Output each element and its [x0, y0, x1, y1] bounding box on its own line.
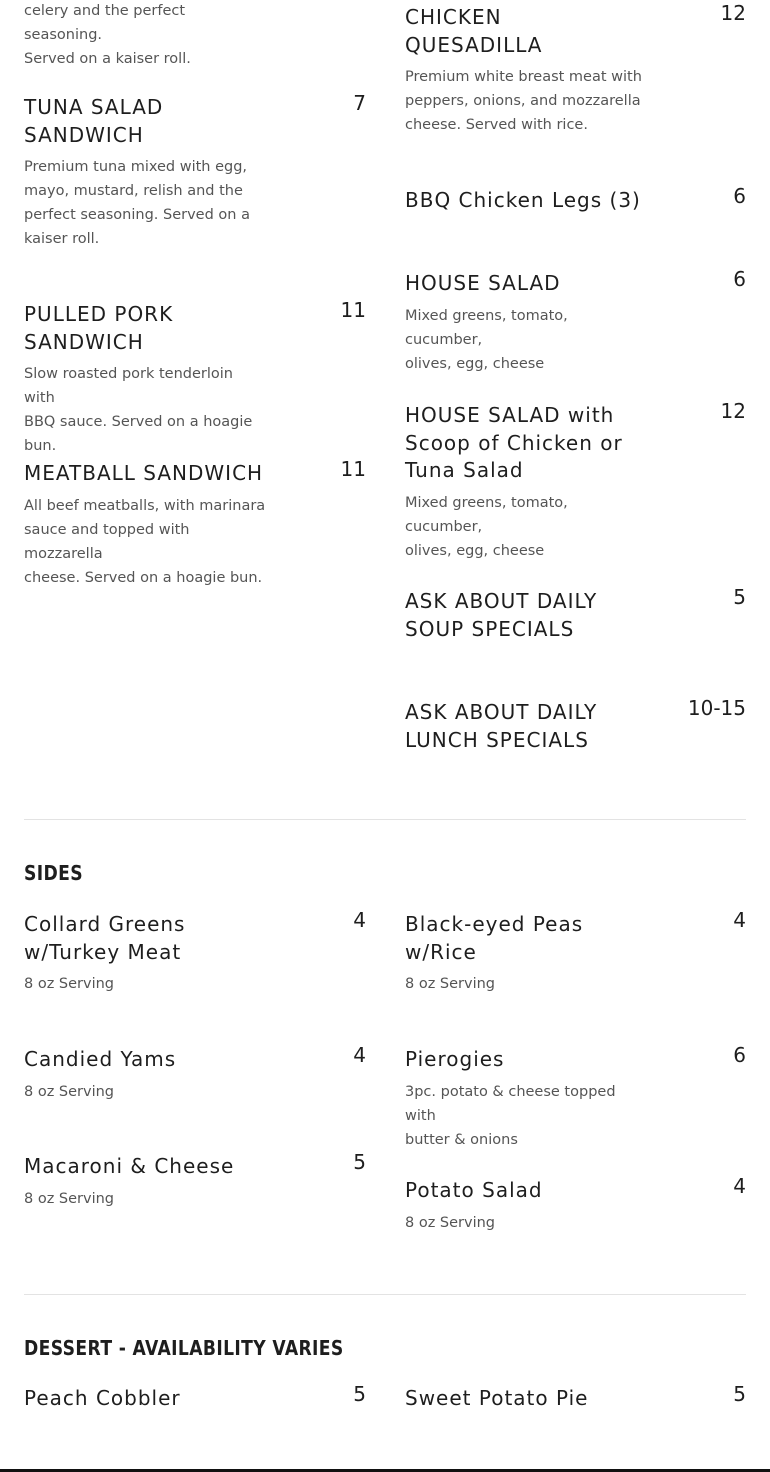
menu-item-chicken-quesadilla	[405, 1, 746, 137]
section-title-sides: SIDES	[24, 861, 83, 885]
menu-item-description: 3pc. potato & cheese topped with butter & onions	[405, 1083, 616, 1148]
menu-item-name: Collard Greens w/Turkey Meat	[24, 912, 186, 964]
menu-item-description: Premium tuna mixed with egg, mayo, mustard, relish and the perfect seasoning. Served on a kaiser roll.	[24, 159, 250, 247]
menu-item-name: TUNA SALAD SANDWICH	[24, 95, 164, 147]
menu-item-name: ASK ABOUT DAILY SOUP SPECIALS	[405, 589, 598, 641]
menu-item-sweet-potato-pie	[405, 1382, 746, 1413]
menu-item-pulled-pork-sandwich	[24, 298, 366, 458]
menu-item-price: 4	[353, 1043, 366, 1067]
menu-item-description: Slow roasted pork tenderloin with BBQ sauce. Served on a hoagie bun.	[24, 366, 253, 454]
menu-item-daily-lunch-specials	[405, 696, 746, 754]
menu-item-price: 7	[353, 91, 366, 115]
menu-item-house-salad	[405, 267, 746, 376]
menu-item-name: BBQ Chicken Legs (3)	[405, 188, 641, 212]
menu-item-name: CHICKEN QUESADILLA	[405, 5, 543, 57]
menu-item-price: 5	[733, 1382, 746, 1406]
menu-item-price: 4	[353, 908, 366, 932]
menu-item-description: All beef meatballs, with marinara sauce and topped with mozzarella cheese. Served on a hoagie bun.	[24, 497, 266, 586]
menu-item-price: 5	[353, 1382, 366, 1406]
menu-item-name: HOUSE SALAD with Scoop of Chicken or Tuna Salad	[405, 403, 623, 482]
menu-item-meatball-sandwich	[24, 457, 366, 590]
section-divider	[24, 819, 746, 820]
menu-item-daily-soup-specials	[405, 585, 746, 643]
menu-item-name: Sweet Potato Pie	[405, 1386, 589, 1410]
menu-item-macaroni-cheese	[24, 1150, 366, 1211]
menu-item-name: PULLED PORK SANDWICH	[24, 302, 174, 354]
menu-item-bbq-chicken-legs	[405, 184, 746, 215]
menu-item-name: Macaroni & Cheese	[24, 1154, 235, 1178]
menu-item-pierogies	[405, 1043, 746, 1152]
menu-item-price: 11	[340, 457, 366, 481]
menu-item-name: Peach Cobbler	[24, 1386, 181, 1410]
menu-item-house-salad-with-scoop	[405, 399, 746, 563]
menu-item-price: 11	[340, 298, 366, 322]
menu-item-price: 12	[720, 399, 746, 423]
menu-item-price: 6	[733, 267, 746, 291]
menu-item-description: Mixed greens, tomato, cucumber, olives, egg, cheese	[405, 307, 568, 372]
menu-item-potato-salad	[405, 1174, 746, 1235]
menu-item-description: 8 oz Serving	[24, 1083, 115, 1100]
menu-item-peach-cobbler	[24, 1382, 366, 1413]
menu-item-description: 8 oz Serving	[24, 976, 115, 992]
menu-item-name: Pierogies	[405, 1047, 505, 1071]
menu-item-description: 8 oz Serving	[24, 1190, 115, 1207]
menu-item-black-eyed-peas	[405, 908, 746, 996]
menu-item-description: 8 oz Serving	[405, 976, 496, 992]
menu-item-price: 10-15	[687, 696, 746, 720]
menu-item-price: 4	[733, 1174, 746, 1198]
menu-item-price: 5	[733, 585, 746, 609]
menu-item-price: 6	[733, 1043, 746, 1067]
menu-item-description: 8 oz Serving	[405, 1214, 496, 1231]
menu-item-price: 12	[720, 1, 746, 25]
menu-item-tuna-salad-sandwich	[24, 91, 366, 251]
menu-item-name: Black-eyed Peas w/Rice	[405, 912, 584, 964]
menu-item-candied-yams	[24, 1043, 366, 1104]
menu-item-price: 5	[353, 1150, 366, 1174]
menu-item-name: MEATBALL SANDWICH	[24, 461, 264, 485]
menu-item-description: celery and the perfect seasoning. Served on a kaiser roll.	[24, 3, 191, 67]
menu-item-price: 6	[733, 184, 746, 208]
menu-item-description: Mixed greens, tomato, cucumber, olives, egg, cheese	[405, 494, 568, 559]
menu-item-name: Candied Yams	[24, 1047, 177, 1071]
menu-item-name: Potato Salad	[405, 1178, 543, 1202]
menu-item-collard-greens	[24, 908, 366, 996]
menu-item-price: 4	[733, 908, 746, 932]
menu-item-description: Premium white breast meat with peppers, onions, and mozzarella cheese. Served with rice.	[405, 69, 642, 133]
menu-item-name: ASK ABOUT DAILY LUNCH SPECIALS	[405, 700, 598, 752]
menu-item-name: HOUSE SALAD	[405, 271, 561, 295]
section-divider	[24, 1294, 746, 1295]
menu-item-fragment	[24, 0, 366, 71]
section-title-dessert: DESSERT - AVAILABILITY VARIES	[24, 1336, 344, 1360]
